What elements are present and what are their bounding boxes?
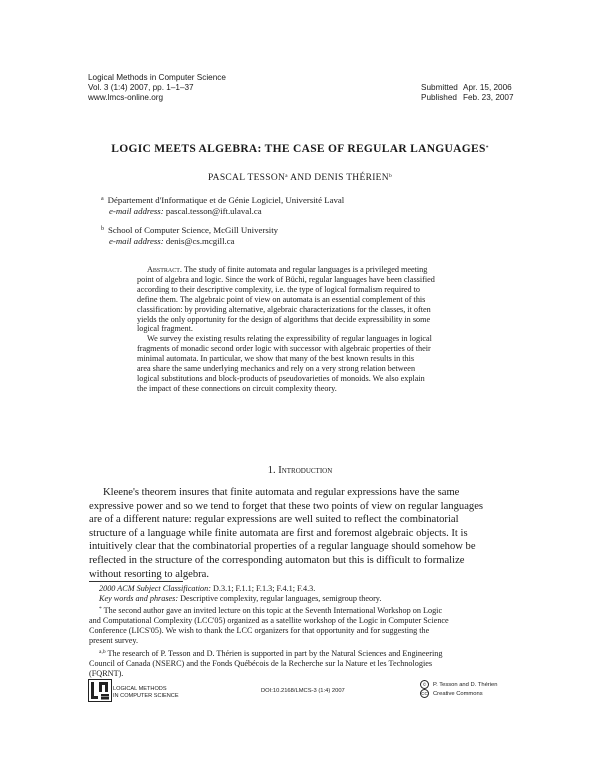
abstract-label: Abstract. bbox=[147, 265, 182, 274]
copyright-holders: P. Tesson and D. Thérien bbox=[433, 682, 498, 689]
affiliation-b bbox=[101, 224, 278, 247]
affiliation-email[interactable]: denis@cs.mcgill.ca bbox=[165, 236, 235, 246]
abstract-line: define them. The algebraic point of view on automata is an essential complement of this bbox=[137, 294, 426, 304]
journal-website[interactable]: www.lmcs-online.org bbox=[88, 93, 164, 102]
abstract-line: yields the only opportunity for the design of algorithms that decide expressibility in some bbox=[137, 314, 431, 324]
acm-value: D.3.1; F.1.1; F.1.3; F.4.1; F.4.3. bbox=[213, 584, 316, 593]
footnote-line: present survey. bbox=[89, 636, 139, 646]
paper-title-text: LOGIC MEETS ALGEBRA: THE CASE OF REGULAR LANGUAGES bbox=[111, 143, 486, 155]
footnote-ab-mark: a,b bbox=[99, 648, 106, 655]
body-line: are of a different nature: regular expressions are well suited to reflect the combinatorial bbox=[89, 514, 459, 526]
author-2-mark: b bbox=[388, 173, 393, 179]
affiliation-a bbox=[101, 194, 344, 217]
abstract-line: minimal automata. In particular, we show that many of the best known results in this bbox=[137, 354, 415, 364]
published-date: Feb. 23, 2007 bbox=[463, 93, 514, 102]
body-line: structure of a language while finite automata are first and foremost algebraic objects. It is bbox=[89, 527, 468, 539]
abstract-line: according to their descriptive complexity, i.e. the type of logical formalism required to bbox=[137, 284, 420, 294]
keywords-label: Key words and phrases: bbox=[99, 594, 179, 604]
abstract-line: logical substitutions and block-products of pseudovarieties of monoids. We also explain bbox=[137, 373, 425, 383]
footnote-rule bbox=[89, 581, 183, 582]
acm-label: 2000 ACM Subject Classification: bbox=[99, 584, 211, 593]
abstract-line: We survey the existing results relating the expressibility of regular languages in logical bbox=[147, 334, 432, 344]
license-name[interactable]: Creative Commons bbox=[433, 691, 483, 698]
footnote-line: Council of Canada (NSERC) and the Fonds Québécois de la Recherche sur la Nature et les Technologies bbox=[89, 658, 433, 668]
body-line: without resorting to algebra. bbox=[89, 568, 210, 580]
affiliation-mark: a bbox=[101, 196, 104, 202]
lmcs-logo-text bbox=[113, 686, 179, 699]
author-1-mark: a bbox=[285, 173, 288, 179]
abstract bbox=[137, 265, 475, 394]
section-number: 1. bbox=[267, 465, 276, 476]
abstract-line: classification: by providing alternative, algebraic characterizations for the classes, it often bbox=[137, 304, 431, 314]
affiliation-dept: School of Computer Science, McGill University bbox=[108, 225, 279, 235]
abstract-line: point of algebra and logic. Since the work of Büchi, regular languages have been classified bbox=[137, 274, 435, 284]
body-line: expressive power and so we tend to forget that these two points of view on regular languages bbox=[89, 500, 484, 512]
section-heading bbox=[0, 465, 600, 476]
author-2: AND DENIS THÉRIEN bbox=[290, 173, 389, 183]
footnote-line: and Computational Complexity (LCC'05) organized as a satellite workshop of the Logic in Computer Science bbox=[89, 616, 449, 626]
body-line: reflected in the structure of the corresponding automaton but this is difficult to formalize bbox=[89, 554, 465, 566]
email-label: e-mail address: bbox=[109, 236, 164, 246]
body-paragraph bbox=[89, 486, 513, 581]
body-line: Kleene's theorem insures that finite automata and regular expressions have the same bbox=[103, 487, 460, 498]
license-block bbox=[420, 680, 497, 698]
journal-volume: Vol. 3 (1:4) 2007, pp. 1–1–37 bbox=[88, 83, 194, 92]
abstract-line: fragments of monadic second order logic with successor with algebraic properties of their bbox=[137, 344, 431, 354]
footnote-line: The second author gave an invited lecture on this topic at the Seventh International Workshop on Logic bbox=[103, 606, 443, 616]
lmcs-logo-icon bbox=[88, 679, 112, 702]
copyright-icon: © bbox=[420, 680, 429, 689]
creative-commons-icon: CC bbox=[421, 691, 428, 697]
journal-name: Logical Methods in Computer Science bbox=[88, 73, 226, 82]
footnote-line: (FQRNT). bbox=[89, 668, 124, 678]
abstract-line: logical fragment. bbox=[137, 324, 193, 334]
journal-header bbox=[88, 73, 226, 103]
submitted-date: Apr. 15, 2006 bbox=[463, 83, 512, 92]
email-label: e-mail address: bbox=[109, 206, 164, 216]
authors bbox=[0, 173, 600, 183]
footnote-star-mark: * bbox=[99, 606, 102, 613]
doi[interactable]: DOI:10.2168/LMCS-3 (1:4) 2007 bbox=[261, 688, 345, 694]
logo-line-1: LOGICAL METHODS bbox=[113, 686, 167, 692]
footnotes bbox=[89, 584, 513, 679]
affiliation-mark: b bbox=[101, 226, 104, 232]
submitted-label: Submitted bbox=[421, 83, 458, 92]
footnote-line: Conference (LICS'05). We wish to thank the LCC organizers for that opportunity and for suggesting the bbox=[89, 626, 430, 636]
keywords-value: Descriptive complexity, regular languages, semigroup theory. bbox=[180, 594, 382, 604]
body-line: intuitively clear that the combinatorial properties of a regular language should somehow be bbox=[89, 541, 476, 553]
section-title: Introduction bbox=[278, 465, 333, 476]
affiliation-email[interactable]: pascal.tesson@ift.ulaval.ca bbox=[165, 206, 262, 216]
abstract-line: area share the same underlying mechanics and rely on a very strong relation between bbox=[137, 364, 416, 374]
author-1: PASCAL TESSON bbox=[207, 173, 286, 183]
paper-title bbox=[0, 143, 600, 155]
publication-dates bbox=[421, 83, 514, 103]
abstract-line: The study of finite automata and regular languages is a privileged meeting bbox=[183, 265, 428, 274]
published-label: Published bbox=[421, 93, 457, 102]
affiliation-dept: Département d'Informatique et de Génie Logiciel, Université Laval bbox=[107, 195, 345, 205]
footnote-line: The research of P. Tesson and D. Thérien is supported in part by the Natural Sciences and Engineering bbox=[107, 648, 443, 658]
title-footnote-mark: * bbox=[485, 145, 489, 151]
logo-line-2: IN COMPUTER SCIENCE bbox=[113, 692, 179, 699]
abstract-line: the impact of these connections on circuit complexity theory. bbox=[137, 383, 337, 393]
